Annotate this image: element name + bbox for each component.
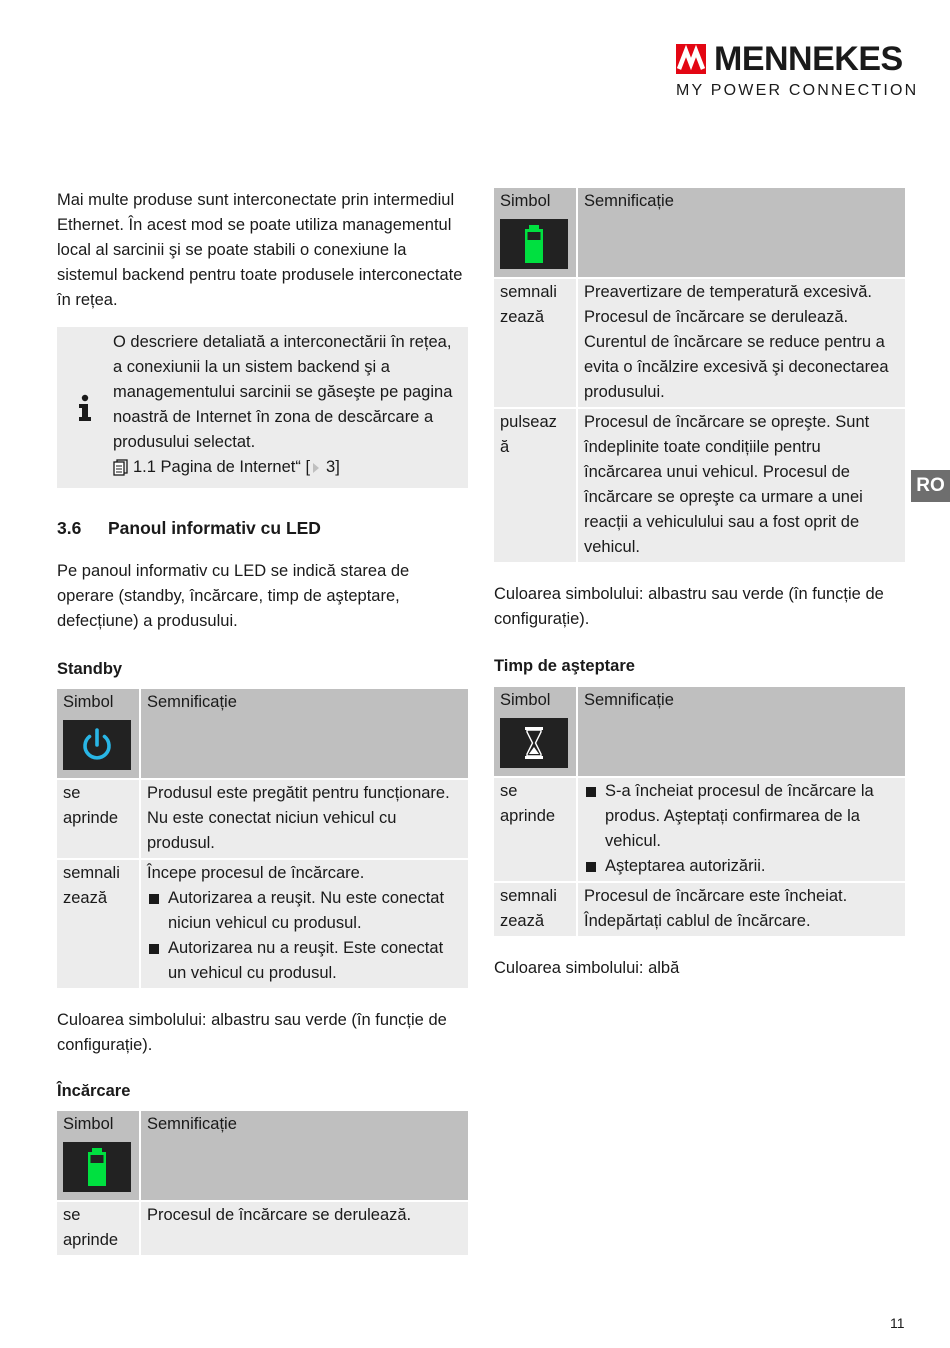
power-icon: [78, 726, 116, 764]
list-item: Autorizarea a reuşit. Nu este conectat niciun vehicul cu produsul.: [147, 886, 462, 936]
meaning-cell: [578, 776, 905, 881]
left-column: [57, 188, 468, 1255]
state-cell: semnali zează: [57, 858, 141, 988]
language-tab: RO: [911, 470, 950, 502]
meaning-text: Începe procesul de încărcare.: [147, 864, 365, 882]
standby-color-note: Culoarea simbolului: albastru sau verde (în funcție de configurație).: [57, 1011, 447, 1054]
symbol-header-label: Simbol: [63, 1115, 114, 1133]
info-icon: [77, 394, 93, 422]
state-cell: se aprinde: [57, 778, 141, 858]
state-cell: pulseaz ă: [494, 407, 578, 562]
mennekes-logo-icon: [676, 44, 706, 74]
brand-name: MENNEKES: [714, 40, 903, 78]
section-heading: [57, 518, 468, 539]
table-row: [57, 1200, 468, 1255]
charging-heading: Încărcare: [57, 1082, 131, 1100]
info-note-text: [113, 329, 462, 486]
table-row: [494, 277, 905, 407]
symbol-column-header: [494, 687, 578, 776]
section-description: Pe panoul informativ cu LED se indică starea de operare (standby, încărcare, timp de aşteptare, defecțiune) a produsului.: [57, 562, 410, 630]
meaning-cell: Produsul este pregătit pentru funcționare. Nu este conectat niciun vehicul cu produsul.: [141, 778, 468, 858]
table-header-row: [494, 188, 905, 277]
table-row: [57, 858, 468, 988]
symbol-header-label: Simbol: [500, 192, 551, 210]
bullet-list: [584, 779, 899, 879]
charging-color-note: Culoarea simbolului: albastru sau verde (în funcție de configurație).: [494, 585, 884, 628]
waiting-color-note: Culoarea simbolului: albă: [494, 959, 680, 977]
brand-logo: [676, 40, 919, 100]
section-title: Panoul informativ cu LED: [108, 518, 321, 538]
state-cell: semnali zează: [494, 881, 578, 936]
waiting-heading: Timp de aşteptare: [494, 657, 635, 675]
list-item: S-a încheiat procesul de încărcare la produs. Aşteptați confirmarea de la vehicul.: [584, 779, 899, 854]
internet-page-reference[interactable]: [113, 455, 340, 480]
meaning-column-header: Semnificație: [141, 1111, 468, 1200]
info-note-icon-cell: [57, 329, 113, 486]
waiting-table: [494, 687, 905, 936]
state-cell: se aprinde: [494, 776, 578, 881]
charging-symbol: [63, 1142, 131, 1192]
document-ref-icon: [113, 459, 129, 476]
battery-icon: [522, 224, 546, 264]
hourglass-icon: [523, 726, 545, 760]
intro-paragraph: Mai multe produse sunt interconectate prin intermediul Ethernet. În acest mod se poate utiliza managementul local al sarcinii şi se poate stabili o conexiune la sistemul backend pentru toate produsele interconectate în rețea.: [57, 191, 463, 309]
table-row: [494, 407, 905, 562]
charging-table: [57, 1111, 468, 1255]
charging-table-continued: [494, 188, 905, 562]
brand-tagline: MY POWER CONNECTION: [676, 82, 919, 99]
symbol-header-label: Simbol: [500, 691, 551, 709]
symbol-column-header: [57, 1111, 141, 1200]
battery-icon: [85, 1147, 109, 1187]
symbol-column-header: [494, 188, 578, 277]
table-header-row: [57, 1111, 468, 1200]
list-item: Aşteptarea autorizării.: [584, 854, 899, 879]
meaning-cell: Procesul de încărcare se opreşte. Sunt îndeplinite toate condițiile pentru încărcarea unui vehicul. Procesul de încărcare se opreşte ca urmare a unei reacții a vehiculului sau a fost oprit de vehicul.: [578, 407, 905, 562]
page-number: 11: [890, 1315, 905, 1331]
standby-heading: Standby: [57, 660, 123, 678]
table-row: [494, 881, 905, 936]
bullet-list: [147, 886, 462, 986]
standby-symbol: [63, 720, 131, 770]
table-row: [57, 778, 468, 858]
reference-text: 1.1 Pagina de Internet“ [: [133, 458, 311, 476]
symbol-header-label: Simbol: [63, 693, 114, 711]
meaning-cell: Procesul de încărcare se derulează.: [141, 1200, 468, 1255]
meaning-cell: Procesul de încărcare este încheiat. Îndepărtați cablul de încărcare.: [578, 881, 905, 936]
arrow-right-icon: [311, 461, 321, 475]
info-note: [57, 327, 468, 488]
section-number: 3.6: [57, 518, 82, 538]
standby-table: [57, 689, 468, 988]
meaning-cell: Preavertizare de temperatură excesivă. Procesul de încărcare se derulează. Curentul de încărcare se reduce pentru a evita o încălzire excesivă şi deconectarea produsului.: [578, 277, 905, 407]
info-note-body: O descriere detaliată a interconectării în rețea, a conexiunii la un sistem backend şi a managementului sarcinii se găseşte pe pagina noastră de Internet în zona de descărcare a produsului selectat.: [113, 333, 453, 451]
reference-page: 3]: [326, 458, 340, 476]
list-item: Autorizarea nu a reuşit. Este conectat un vehicul cu produsul.: [147, 936, 462, 986]
charging-symbol: [500, 219, 568, 269]
state-cell: semnali zează: [494, 277, 578, 407]
table-row: [494, 776, 905, 881]
meaning-column-header: Semnificație: [141, 689, 468, 778]
state-cell: se aprinde: [57, 1200, 141, 1255]
right-column: [494, 188, 905, 981]
table-header-row: [494, 687, 905, 776]
meaning-cell: [141, 858, 468, 988]
waiting-symbol: [500, 718, 568, 768]
symbol-column-header: [57, 689, 141, 778]
meaning-column-header: Semnificație: [578, 188, 905, 277]
table-header-row: [57, 689, 468, 778]
meaning-column-header: Semnificație: [578, 687, 905, 776]
